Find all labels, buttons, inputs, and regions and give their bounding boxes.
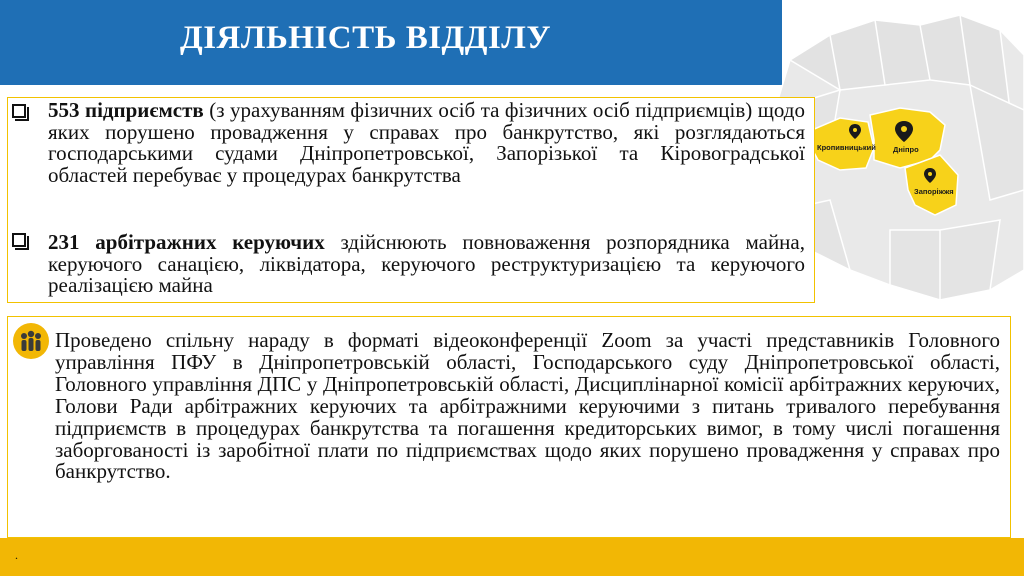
stat-text-managers: здійснюють повноваження розпорядника майна, керуючого санацією, ліквідатора, керуючого реструктуризацією та керуючого реалізацією майна (48, 230, 805, 297)
stat-text-enterprises: (з урахуванням фізичних осіб та фізичних осіб підприємців) щодо яких порушено провадження у справах про банкрутство, які розглядаються господарськими судами Дніпропетровської, Запорізької та Кіровоградської областей перебуває у процедурах банкрутства (48, 98, 805, 187)
footer-mark: . (15, 548, 18, 562)
stat-number-enterprises: 553 підприємств (48, 98, 204, 122)
page-title: ДІЯЛЬНІСТЬ ВІДДІЛУ (180, 20, 552, 56)
city-label-kropyvnytskyi: Кропивницький (817, 143, 876, 152)
city-label-dnipro: Дніпро (893, 145, 919, 154)
stat-number-managers: 231 арбітражних керуючих (48, 230, 325, 254)
stat-item-managers (48, 232, 805, 297)
people-group-icon (12, 322, 50, 360)
checkbox-bullet-icon (12, 233, 26, 247)
stat-item-enterprises (48, 100, 805, 186)
checkbox-bullet-icon (12, 104, 26, 118)
footer-bar (0, 538, 1024, 576)
meeting-text: Проведено спільну нараду в форматі відеоконференції Zoom за участі представників Головного управління ПФУ в Дніпропетровській області, Господарського суду Дніпропетровської області, Головного управління ДПС у Дніпропетровській області, Дисциплінарної комісії арбітражних керуючих, Голови Ради арбітражних керуючих та арбітражними керуючими з питань тривалого перебування підприємств в процедурах банкрутства та погашення кредиторських вимог, в тому числі погашення заборгованості із заробітної плати по підприємствах щодо яких порушено провадження у справах про банкрутство. (55, 328, 1000, 484)
city-label-zaporizhzhia: Запоріжжя (914, 187, 954, 196)
